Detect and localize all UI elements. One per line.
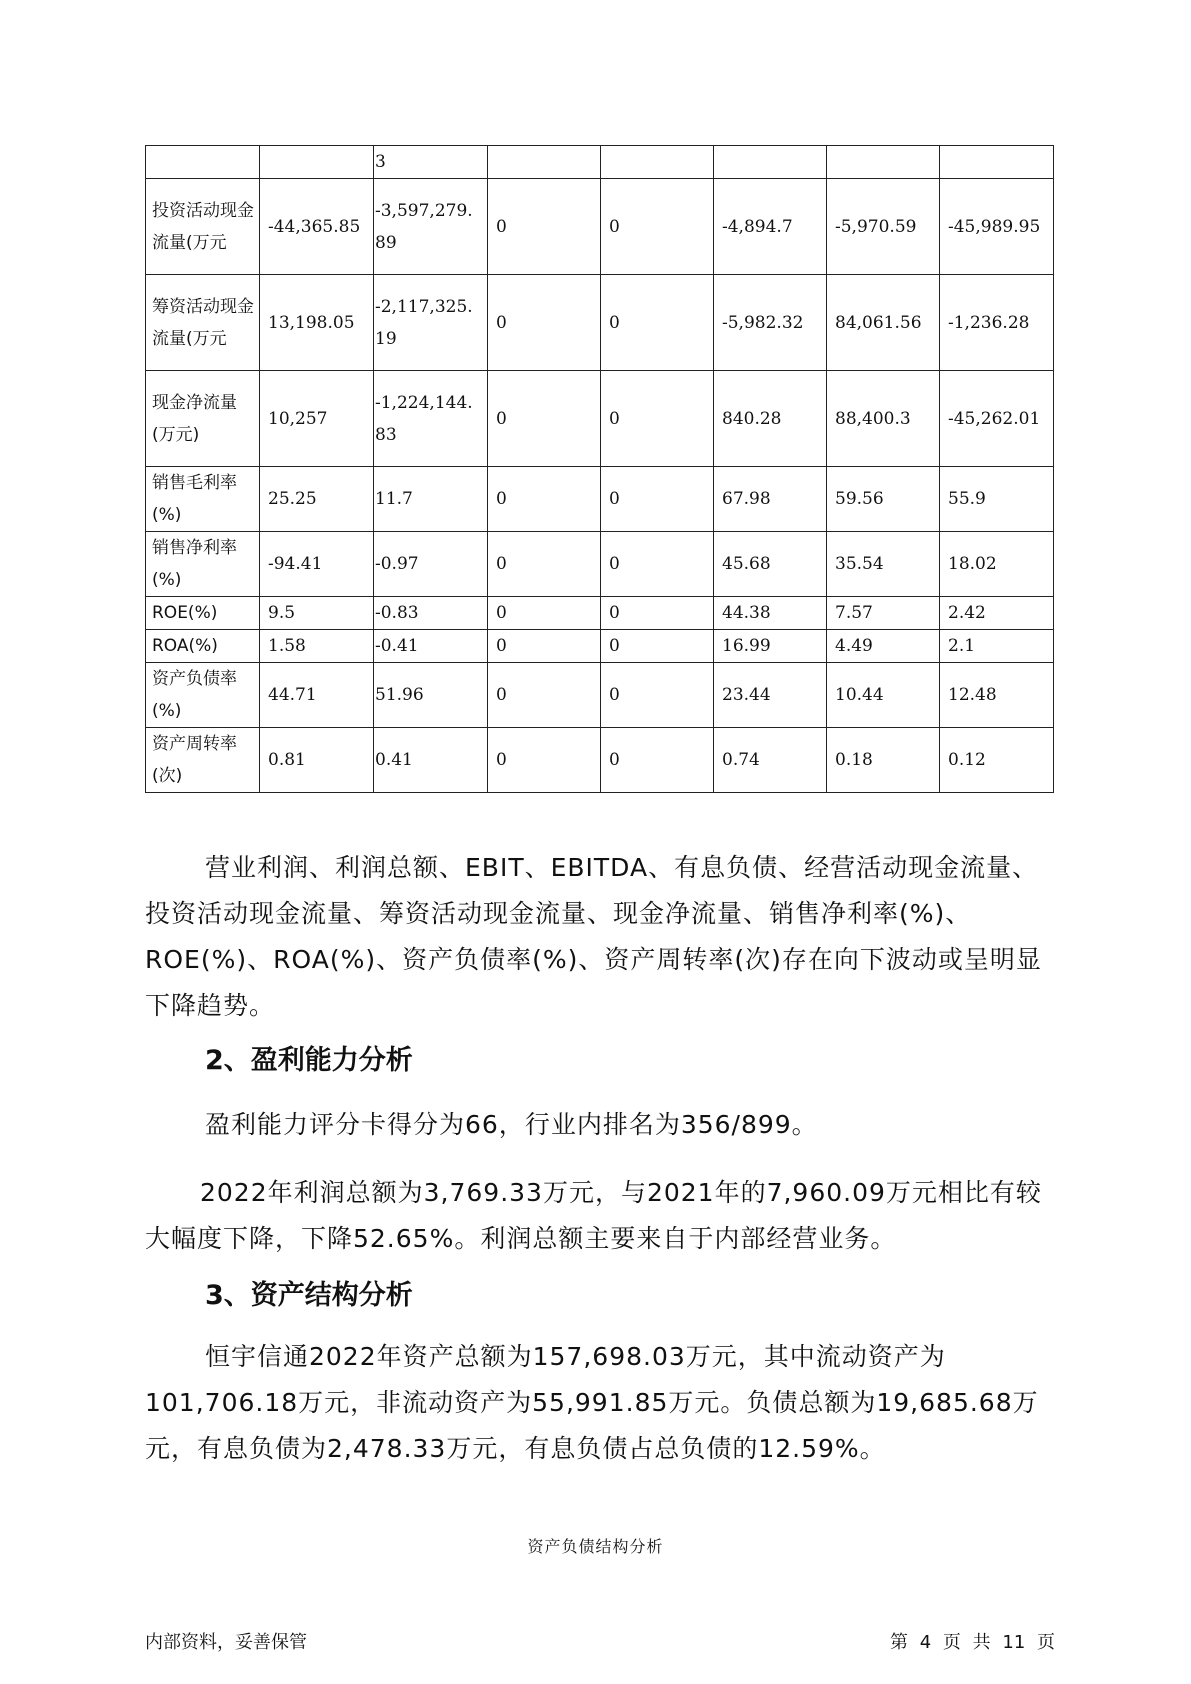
table-cell: 67.98 <box>714 467 827 532</box>
table-cell: 0 <box>488 728 601 793</box>
row-label: 销售净利率(%) <box>146 532 260 597</box>
table-cell: 0.12 <box>940 728 1054 793</box>
table-cell <box>488 146 601 179</box>
table-cell: 59.56 <box>827 467 940 532</box>
table-cell: 11.7 <box>374 467 488 532</box>
table-cell: 0 <box>601 630 714 663</box>
table-cell: 35.54 <box>827 532 940 597</box>
table-cell: 0.74 <box>714 728 827 793</box>
table-row <box>146 275 1054 371</box>
table-cell: 3 <box>374 146 488 179</box>
decline-summary-paragraph: 营业利润、利润总额、EBIT、EBITDA、有息负债、经营活动现金流量、投资活动现金流量、筹资活动现金流量、现金净流量、销售净利率(%)、ROE(%)、ROA(%)、资产负债率(%)、资产周转率(次)存在向下波动或呈明显下降趋势。 <box>145 853 1042 1020</box>
profit-score-paragraph: 盈利能力评分卡得分为66，行业内排名为356/899。 <box>205 1110 818 1139</box>
table-cell: 0 <box>488 275 601 371</box>
table-cell <box>714 146 827 179</box>
table-row <box>146 532 1054 597</box>
row-label: 投资活动现金流量(万元 <box>146 179 260 275</box>
table-cell: -5,970.59 <box>827 179 940 275</box>
table-cell: 0 <box>488 532 601 597</box>
table-cell: 0 <box>601 728 714 793</box>
table-cell <box>827 146 940 179</box>
asset-structure-paragraph: 恒宇信通2022年资产总额为157,698.03万元，其中流动资产为101,706.18万元，非流动资产为55,991.85万元。负债总额为19,685.68万元，有息负债为2,478.33万元，有息负债占总负债的12.59%。 <box>145 1342 1039 1463</box>
table-cell: -0.83 <box>374 597 488 630</box>
chart-caption: 资产负债结构分析 <box>527 1537 664 1556</box>
table-cell: 2.1 <box>940 630 1054 663</box>
row-label <box>146 146 260 179</box>
table-cell: -2,117,325.19 <box>374 275 488 371</box>
financial-indicators-table <box>145 145 1054 793</box>
table-cell: 16.99 <box>714 630 827 663</box>
table-cell: 0 <box>601 663 714 728</box>
table-cell: 23.44 <box>714 663 827 728</box>
table-cell: 9.5 <box>260 597 374 630</box>
footer-page-number: 第 4 页 共 11 页 <box>890 1632 1055 1653</box>
table-cell: 55.9 <box>940 467 1054 532</box>
table-cell: 10,257 <box>260 371 374 467</box>
table-cell: -44,365.85 <box>260 179 374 275</box>
row-label: ROE(%) <box>146 597 260 630</box>
row-label: 资产负债率(%) <box>146 663 260 728</box>
table-cell: -0.97 <box>374 532 488 597</box>
table-cell <box>260 146 374 179</box>
row-label: 筹资活动现金流量(万元 <box>146 275 260 371</box>
table-cell: 0 <box>488 467 601 532</box>
table-cell: 1.58 <box>260 630 374 663</box>
table-row <box>146 179 1054 275</box>
table-cell: 7.57 <box>827 597 940 630</box>
section-heading-profitability: 2、盈利能力分析 <box>205 1045 413 1076</box>
table-row <box>146 728 1054 793</box>
table-cell: 2.42 <box>940 597 1054 630</box>
table-cell: -0.41 <box>374 630 488 663</box>
table-cell: 0 <box>601 467 714 532</box>
table-cell: 0 <box>488 179 601 275</box>
row-label: 资产周转率(次) <box>146 728 260 793</box>
table-cell: 12.48 <box>940 663 1054 728</box>
table-row <box>146 467 1054 532</box>
table-cell: 0 <box>488 597 601 630</box>
table-cell: 0 <box>601 597 714 630</box>
table-row <box>146 371 1054 467</box>
table-cell: 0 <box>601 275 714 371</box>
table-cell: -3,597,279.89 <box>374 179 488 275</box>
table-row <box>146 663 1054 728</box>
table-cell: 4.49 <box>827 630 940 663</box>
table-cell: 44.38 <box>714 597 827 630</box>
table-row <box>146 146 1054 179</box>
table-cell: 840.28 <box>714 371 827 467</box>
section-heading-asset-structure: 3、资产结构分析 <box>205 1280 413 1311</box>
table-cell: -45,262.01 <box>940 371 1054 467</box>
table-cell: 0 <box>601 371 714 467</box>
table-cell: -1,236.28 <box>940 275 1054 371</box>
table-cell: 18.02 <box>940 532 1054 597</box>
table-cell: 88,400.3 <box>827 371 940 467</box>
table-cell: 13,198.05 <box>260 275 374 371</box>
table-row <box>146 630 1054 663</box>
profit-total-paragraph: 2022年利润总额为3,769.33万元，与2021年的7,960.09万元相比有较大幅度下降，下降52.65%。利润总额主要来自于内部经营业务。 <box>145 1178 1042 1253</box>
table-cell: -1,224,144.83 <box>374 371 488 467</box>
table-cell: 51.96 <box>374 663 488 728</box>
table-cell: 84,061.56 <box>827 275 940 371</box>
table-cell <box>601 146 714 179</box>
table-cell: 0 <box>601 532 714 597</box>
row-label: ROA(%) <box>146 630 260 663</box>
table-cell: 10.44 <box>827 663 940 728</box>
table-cell: 45.68 <box>714 532 827 597</box>
table-cell: -5,982.32 <box>714 275 827 371</box>
table-cell <box>940 146 1054 179</box>
table-cell: 0.81 <box>260 728 374 793</box>
row-label: 现金净流量(万元) <box>146 371 260 467</box>
table-cell: 25.25 <box>260 467 374 532</box>
table-cell: 44.71 <box>260 663 374 728</box>
table-cell: 0 <box>601 179 714 275</box>
table-cell: -4,894.7 <box>714 179 827 275</box>
table-cell: 0 <box>488 630 601 663</box>
table-row <box>146 597 1054 630</box>
row-label: 销售毛利率(%) <box>146 467 260 532</box>
table-cell: 0.41 <box>374 728 488 793</box>
table-cell: -94.41 <box>260 532 374 597</box>
table-cell: 0 <box>488 371 601 467</box>
table-cell: -45,989.95 <box>940 179 1054 275</box>
footer-confidential-note: 内部资料，妥善保管 <box>145 1632 307 1653</box>
table-cell: 0 <box>488 663 601 728</box>
table-cell: 0.18 <box>827 728 940 793</box>
